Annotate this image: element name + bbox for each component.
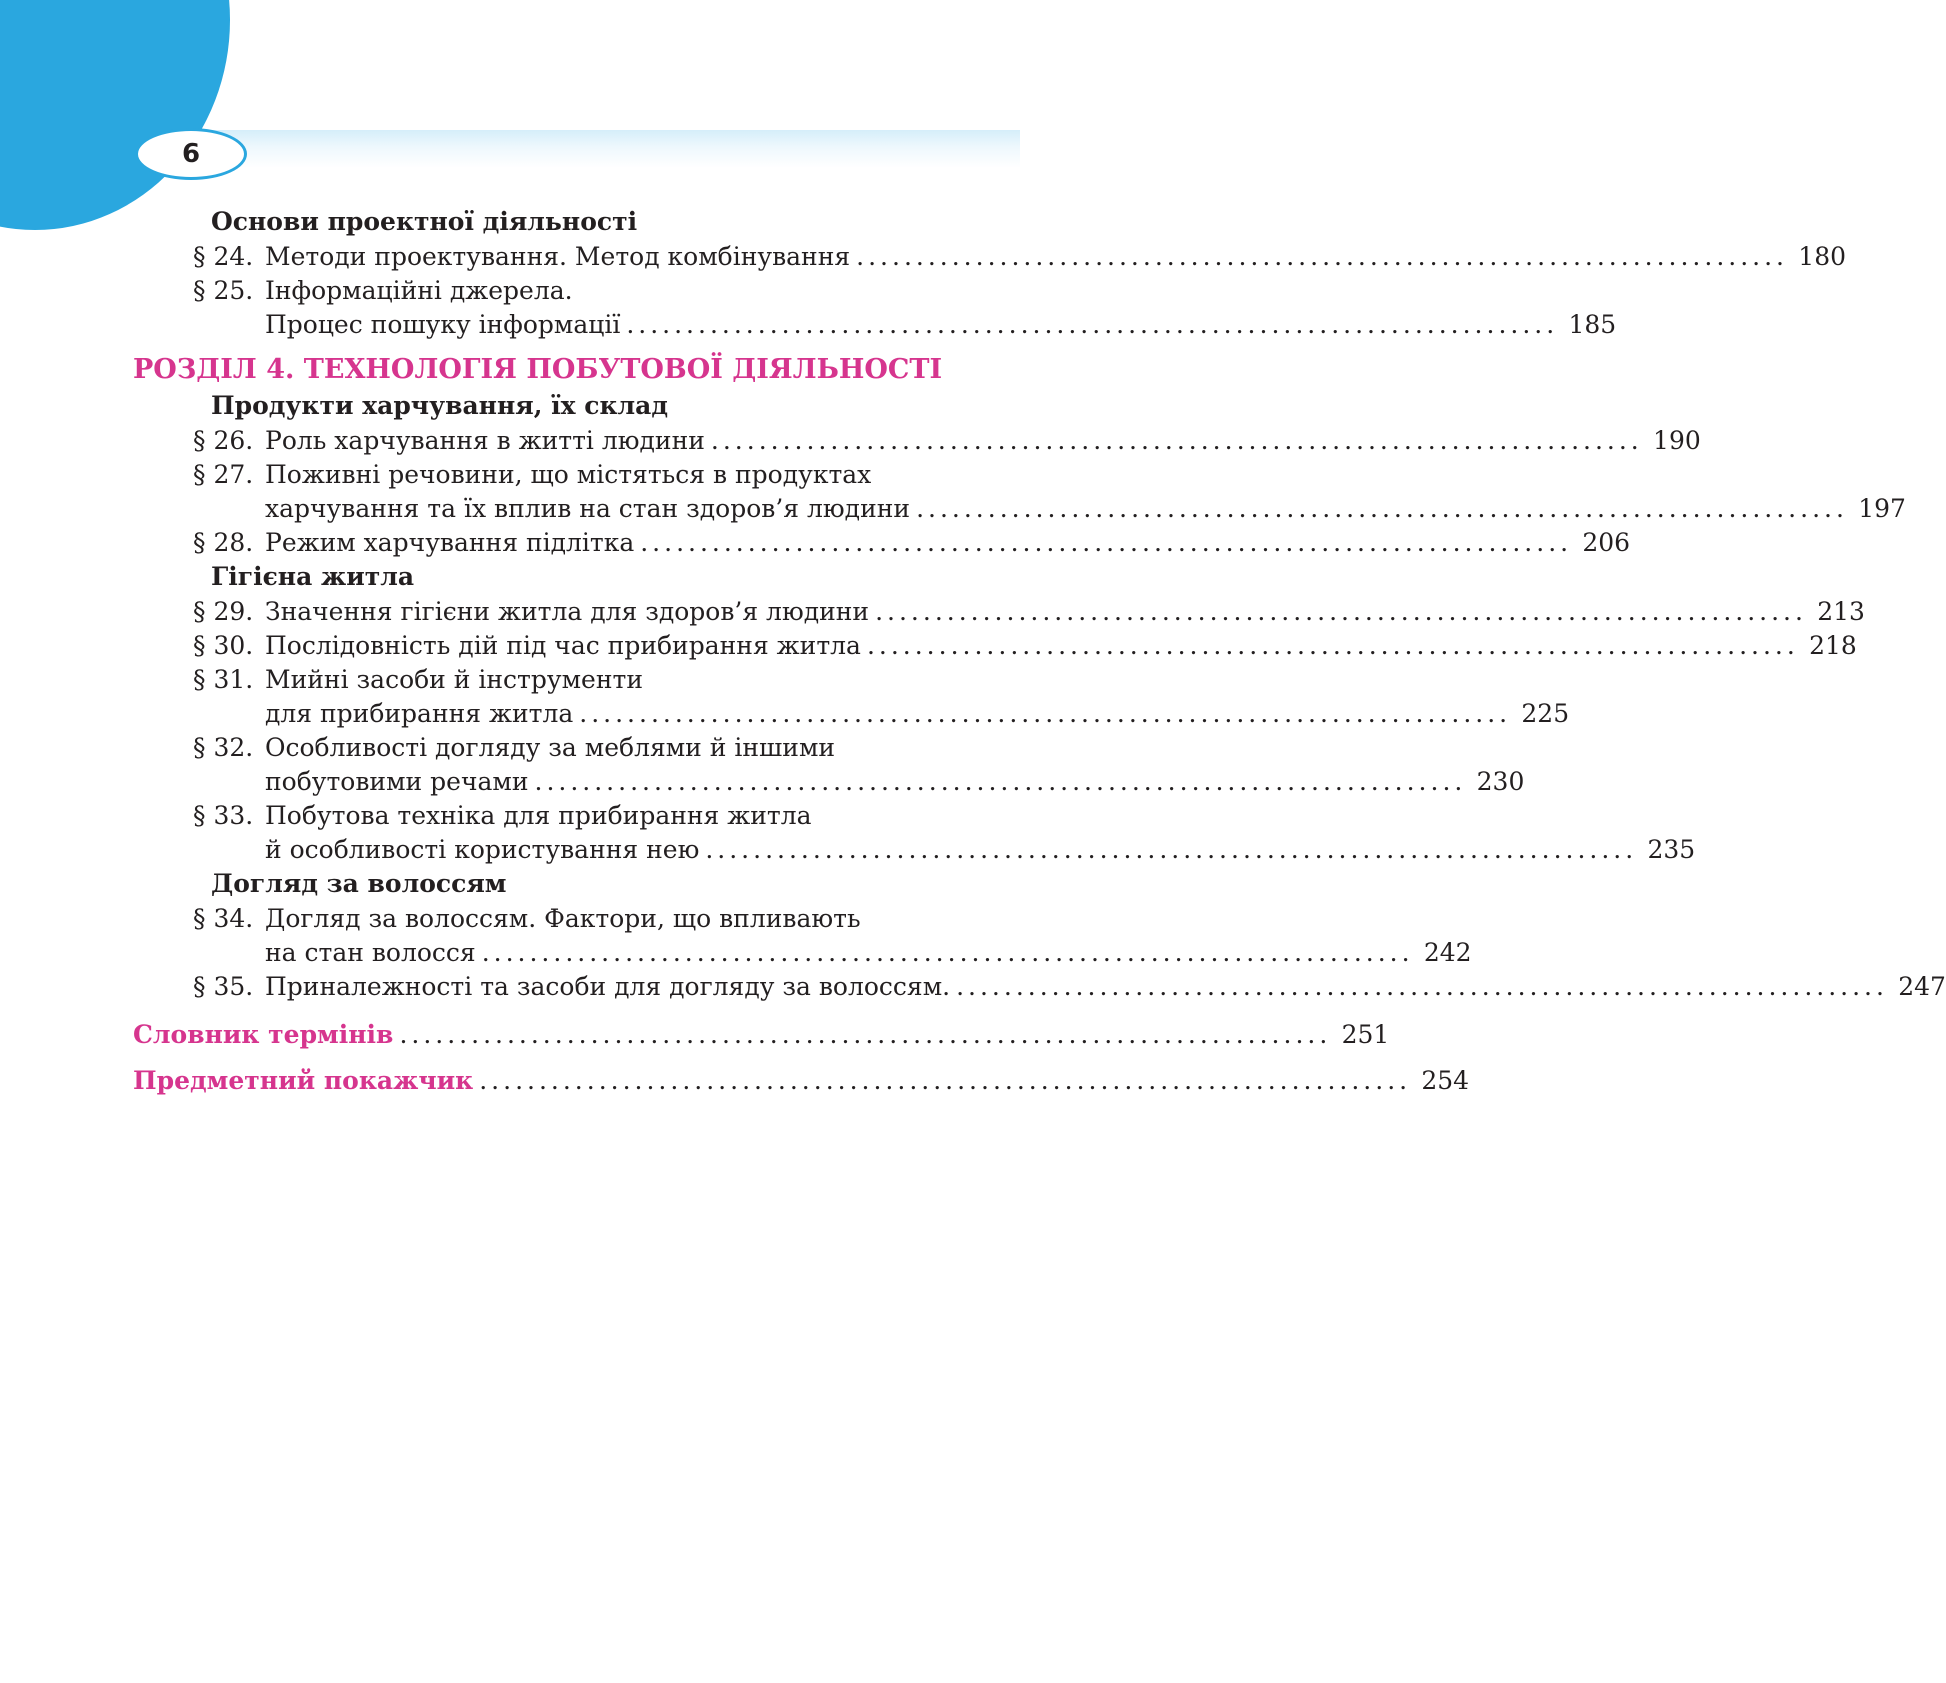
entry-number: § 33. bbox=[193, 801, 254, 830]
entry-page: 206 bbox=[1582, 528, 1631, 557]
toc-entry[interactable] bbox=[193, 458, 1025, 492]
toc-entry[interactable] bbox=[193, 799, 1025, 833]
leader-dots: .............................................................................. bbox=[626, 310, 1559, 339]
entry-title: Приналежності та засоби для догляду за волоссям. bbox=[265, 972, 951, 1001]
leader-dots: .............................................................................. bbox=[579, 699, 1512, 728]
leader-dots: .............................................................................. bbox=[481, 938, 1414, 967]
toc-entry[interactable] bbox=[193, 731, 1025, 765]
entry-number: § 35. bbox=[193, 972, 254, 1001]
toc-entry[interactable] bbox=[193, 274, 1025, 308]
entry-title-continued: побутовими речами bbox=[265, 767, 529, 796]
entry-number: § 29. bbox=[193, 597, 254, 626]
entry-page: 225 bbox=[1521, 699, 1570, 728]
leader-dots: .............................................................................. bbox=[710, 426, 1643, 455]
header-bar bbox=[195, 130, 1020, 168]
toc-entry[interactable] bbox=[193, 424, 1701, 458]
entry-page: 247 bbox=[1898, 972, 1946, 1001]
entry-page: 251 bbox=[1341, 1020, 1390, 1049]
section-heading: Гігієна житла bbox=[211, 562, 415, 591]
toc-entry[interactable] bbox=[193, 663, 1025, 697]
entry-page: 230 bbox=[1476, 767, 1525, 796]
entry-title: Роль харчування в житті людини bbox=[265, 426, 705, 455]
leader-dots: .............................................................................. bbox=[916, 494, 1848, 523]
appendix-entry-index[interactable] bbox=[133, 1064, 1470, 1098]
leader-dots: .............................................................................. bbox=[866, 631, 1799, 660]
corner-decoration bbox=[0, 0, 230, 230]
toc-entry[interactable] bbox=[193, 595, 1865, 629]
entry-title: Методи проектування. Метод комбінування bbox=[265, 242, 851, 271]
entry-title: Поживні речовини, що містяться в продуктах bbox=[265, 460, 872, 489]
toc-entry-continuation[interactable] bbox=[265, 833, 1696, 867]
entry-number: § 31. bbox=[193, 665, 254, 694]
section-heading: Основи проектної діяльності bbox=[211, 207, 638, 236]
leader-dots: .............................................................................. bbox=[479, 1066, 1412, 1095]
entry-title: Предметний покажчик bbox=[133, 1066, 474, 1095]
leader-dots: .............................................................................. bbox=[956, 972, 1888, 1001]
leader-dots: .............................................................................. bbox=[705, 835, 1638, 864]
toc-entry-continuation[interactable] bbox=[265, 308, 1617, 342]
entry-page: 190 bbox=[1653, 426, 1701, 455]
entry-page: 185 bbox=[1568, 310, 1617, 339]
entry-title-continued: й особливості користування нею bbox=[265, 835, 700, 864]
leader-dots: .............................................................................. bbox=[534, 767, 1467, 796]
entry-page: 213 bbox=[1817, 597, 1865, 626]
toc-entry-continuation[interactable] bbox=[265, 697, 1570, 731]
toc-entry-continuation[interactable] bbox=[265, 936, 1472, 970]
entry-title: Інформаційні джерела. bbox=[265, 276, 573, 305]
entry-title: Словник термінів bbox=[133, 1020, 394, 1049]
entry-number: § 25. bbox=[193, 276, 254, 305]
entry-page: 218 bbox=[1809, 631, 1857, 660]
entry-number: § 27. bbox=[193, 460, 254, 489]
entry-number: § 30. bbox=[193, 631, 254, 660]
section-heading: Догляд за волоссям bbox=[211, 869, 507, 898]
entry-number: § 34. bbox=[193, 904, 254, 933]
entry-title-continued: харчування та їх вплив на стан здоров’я людини bbox=[265, 494, 911, 523]
entry-title: Послідовність дій під час прибирання житла bbox=[265, 631, 861, 660]
leader-dots: .............................................................................. bbox=[875, 597, 1807, 626]
entry-title: Догляд за волоссям. Фактори, що впливають bbox=[265, 904, 861, 933]
entry-number: § 26. bbox=[193, 426, 254, 455]
entry-page: 197 bbox=[1858, 494, 1906, 523]
leader-dots: .............................................................................. bbox=[856, 242, 1789, 271]
entry-page: 254 bbox=[1421, 1066, 1470, 1095]
page-number: 6 bbox=[181, 139, 201, 169]
entry-number: § 24. bbox=[193, 242, 254, 271]
entry-title: Особливості догляду за меблями й іншими bbox=[265, 733, 836, 762]
leader-dots: .............................................................................. bbox=[399, 1020, 1332, 1049]
entry-page: 235 bbox=[1647, 835, 1696, 864]
entry-title-continued: для прибирання житла bbox=[265, 699, 574, 728]
toc-entry[interactable] bbox=[193, 629, 1857, 663]
entry-page: 242 bbox=[1423, 938, 1472, 967]
leader-dots: .............................................................................. bbox=[640, 528, 1573, 557]
entry-page: 180 bbox=[1798, 242, 1847, 271]
chapter-title[interactable]: РОЗДІЛ 4. ТЕХНОЛОГІЯ ПОБУТОВОЇ ДІЯЛЬНОСТІ bbox=[133, 354, 943, 385]
appendix-entry-glossary[interactable] bbox=[133, 1018, 1390, 1052]
entry-title-continued: на стан волосся bbox=[265, 938, 476, 967]
section-heading: Продукти харчування, їх склад bbox=[211, 391, 669, 420]
entry-number: § 28. bbox=[193, 528, 254, 557]
entry-title: Значення гігієни житла для здоров’я людини bbox=[265, 597, 870, 626]
toc-entry-continuation[interactable] bbox=[265, 765, 1525, 799]
toc-entry[interactable] bbox=[193, 970, 1946, 1004]
entry-number: § 32. bbox=[193, 733, 254, 762]
toc-entry[interactable] bbox=[193, 902, 1025, 936]
toc-entry[interactable] bbox=[193, 526, 1631, 560]
entry-title: Мийні засоби й інструменти bbox=[265, 665, 643, 694]
entry-title: Режим харчування підлітка bbox=[265, 528, 635, 557]
entry-title: Побутова техніка для прибирання житла bbox=[265, 801, 812, 830]
toc-entry-continuation[interactable] bbox=[265, 492, 1906, 526]
entry-title-continued: Процес пошуку інформації bbox=[265, 310, 621, 339]
page-number-badge bbox=[135, 128, 247, 180]
toc-entry[interactable] bbox=[193, 240, 1847, 274]
